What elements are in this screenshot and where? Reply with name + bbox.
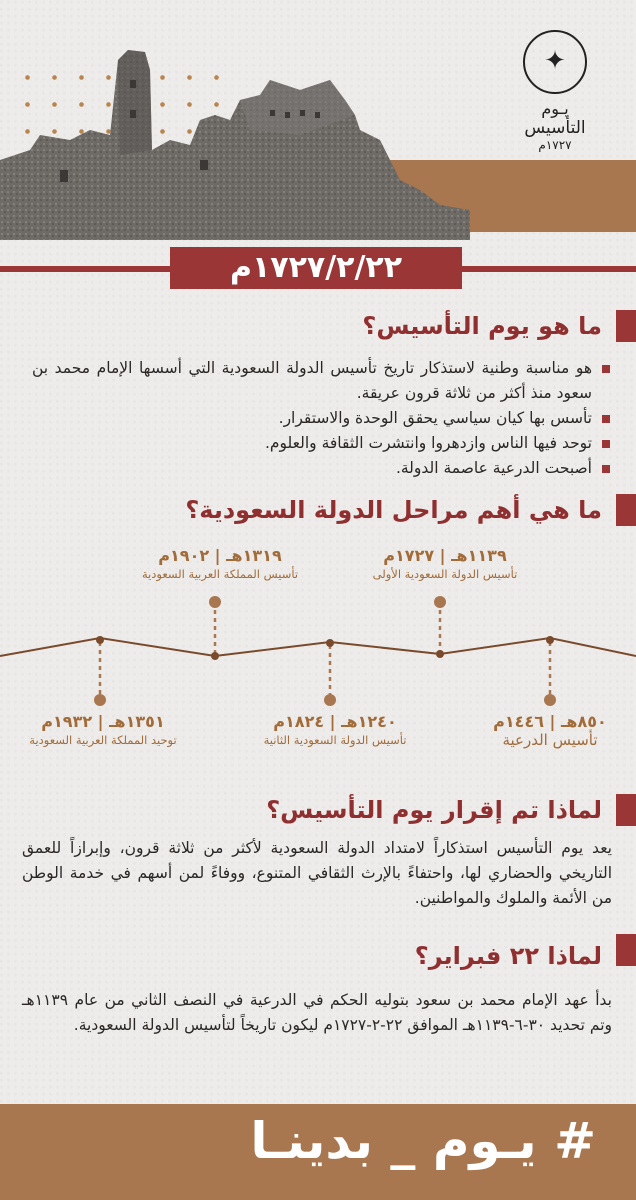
footer-hashtag[interactable]: # يـوم _ بدينـا [250, 1112, 596, 1170]
hero-header [0, 0, 636, 240]
founding-day-logo [500, 30, 610, 160]
timeline-year: ٨٥٠هـ | ١٤٤٦م [493, 712, 607, 731]
timeline-item [135, 546, 305, 582]
section-marker [616, 494, 636, 526]
timeline-item [250, 712, 420, 748]
timeline-year: ١٢٤٠هـ | ١٨٢٤م [273, 712, 397, 731]
section-marker [616, 934, 636, 966]
timeline-name: تأسيس الدرعية [502, 731, 598, 749]
section1-title: ما هو يوم التأسيس؟ [362, 312, 602, 340]
section3-body: يعد يوم التأسيس استذكاراً لامتداد الدولة السعودية لأكثر من ثلاثة قرون، وإبرازاً للعمق التاريخي والحضاري لها، واحتفاءً بالإرث الثقافي المتنوع، ووفاءً لمن أسهم في خدمة الوطن من الأئمة والملوك والمواطنين. [22, 839, 612, 907]
timeline-name: تأسيس المملكة العربية السعودية [141, 567, 299, 581]
timeline-year: ١٣٥١هـ | ١٩٣٢م [41, 712, 165, 731]
section4-body: بدأ عهد الإمام محمد بن سعود بتوليه الحكم في الدرعية في النصف الثاني من عام ١١٣٩هـ وتم تحديد ٣٠-٦-١١٣٩هـ الموافق ٢٢-٢-١٧٢٧م ليكون تاريخاً لتأسيس الدولة السعودية. [22, 991, 612, 1034]
timeline-name: تأسيس الدولة السعودية الثانية [263, 733, 407, 747]
timeline-year: ١١٣٩هـ | ١٧٢٧م [383, 546, 507, 565]
timeline-item [18, 712, 188, 748]
section3-title: لماذا تم إقرار يوم التأسيس؟ [266, 796, 602, 824]
timeline-name: تأسيس الدولة السعودية الأولى [372, 567, 518, 581]
logo-line3: ١٧٢٧م [538, 138, 572, 152]
timeline-item [360, 546, 530, 582]
section2-title: ما هي أهم مراحل الدولة السعودية؟ [185, 496, 602, 524]
logo-line2: التأسيس [524, 118, 586, 138]
bullet-item: تأسس بها كيان سياسي يحقق الوحدة والاستقرار. [32, 406, 612, 431]
bullet-item: هو مناسبة وطنية لاستذكار تاريخ تأسيس الدولة السعودية التي أسسها الإمام محمد بن سعود منذ أكثر من ثلاثة قرون عريقة. [32, 356, 612, 406]
timeline-name: توحيد المملكة العربية السعودية [29, 733, 177, 747]
diriyah-ruins-image [0, 40, 470, 240]
section-marker [616, 794, 636, 826]
bullet-item: توحد فيها الناس وازدهروا وانتشرت الثقافة والعلوم. [32, 431, 612, 456]
timeline-year: ١٣١٩هـ | ١٩٠٢م [158, 546, 282, 565]
section1-body [32, 356, 612, 481]
section-marker [616, 310, 636, 342]
section4-title: لماذا ٢٢ فبراير؟ [414, 942, 602, 970]
date-banner: ١٧٢٧/٢/٢٢م [170, 247, 462, 289]
founding-seal-icon: ✦ [523, 30, 587, 94]
logo-line1: يـوم [541, 99, 569, 118]
timeline-item [480, 712, 620, 748]
timeline [0, 546, 636, 770]
bullet-item: أصبحت الدرعية عاصمة الدولة. [32, 456, 612, 481]
